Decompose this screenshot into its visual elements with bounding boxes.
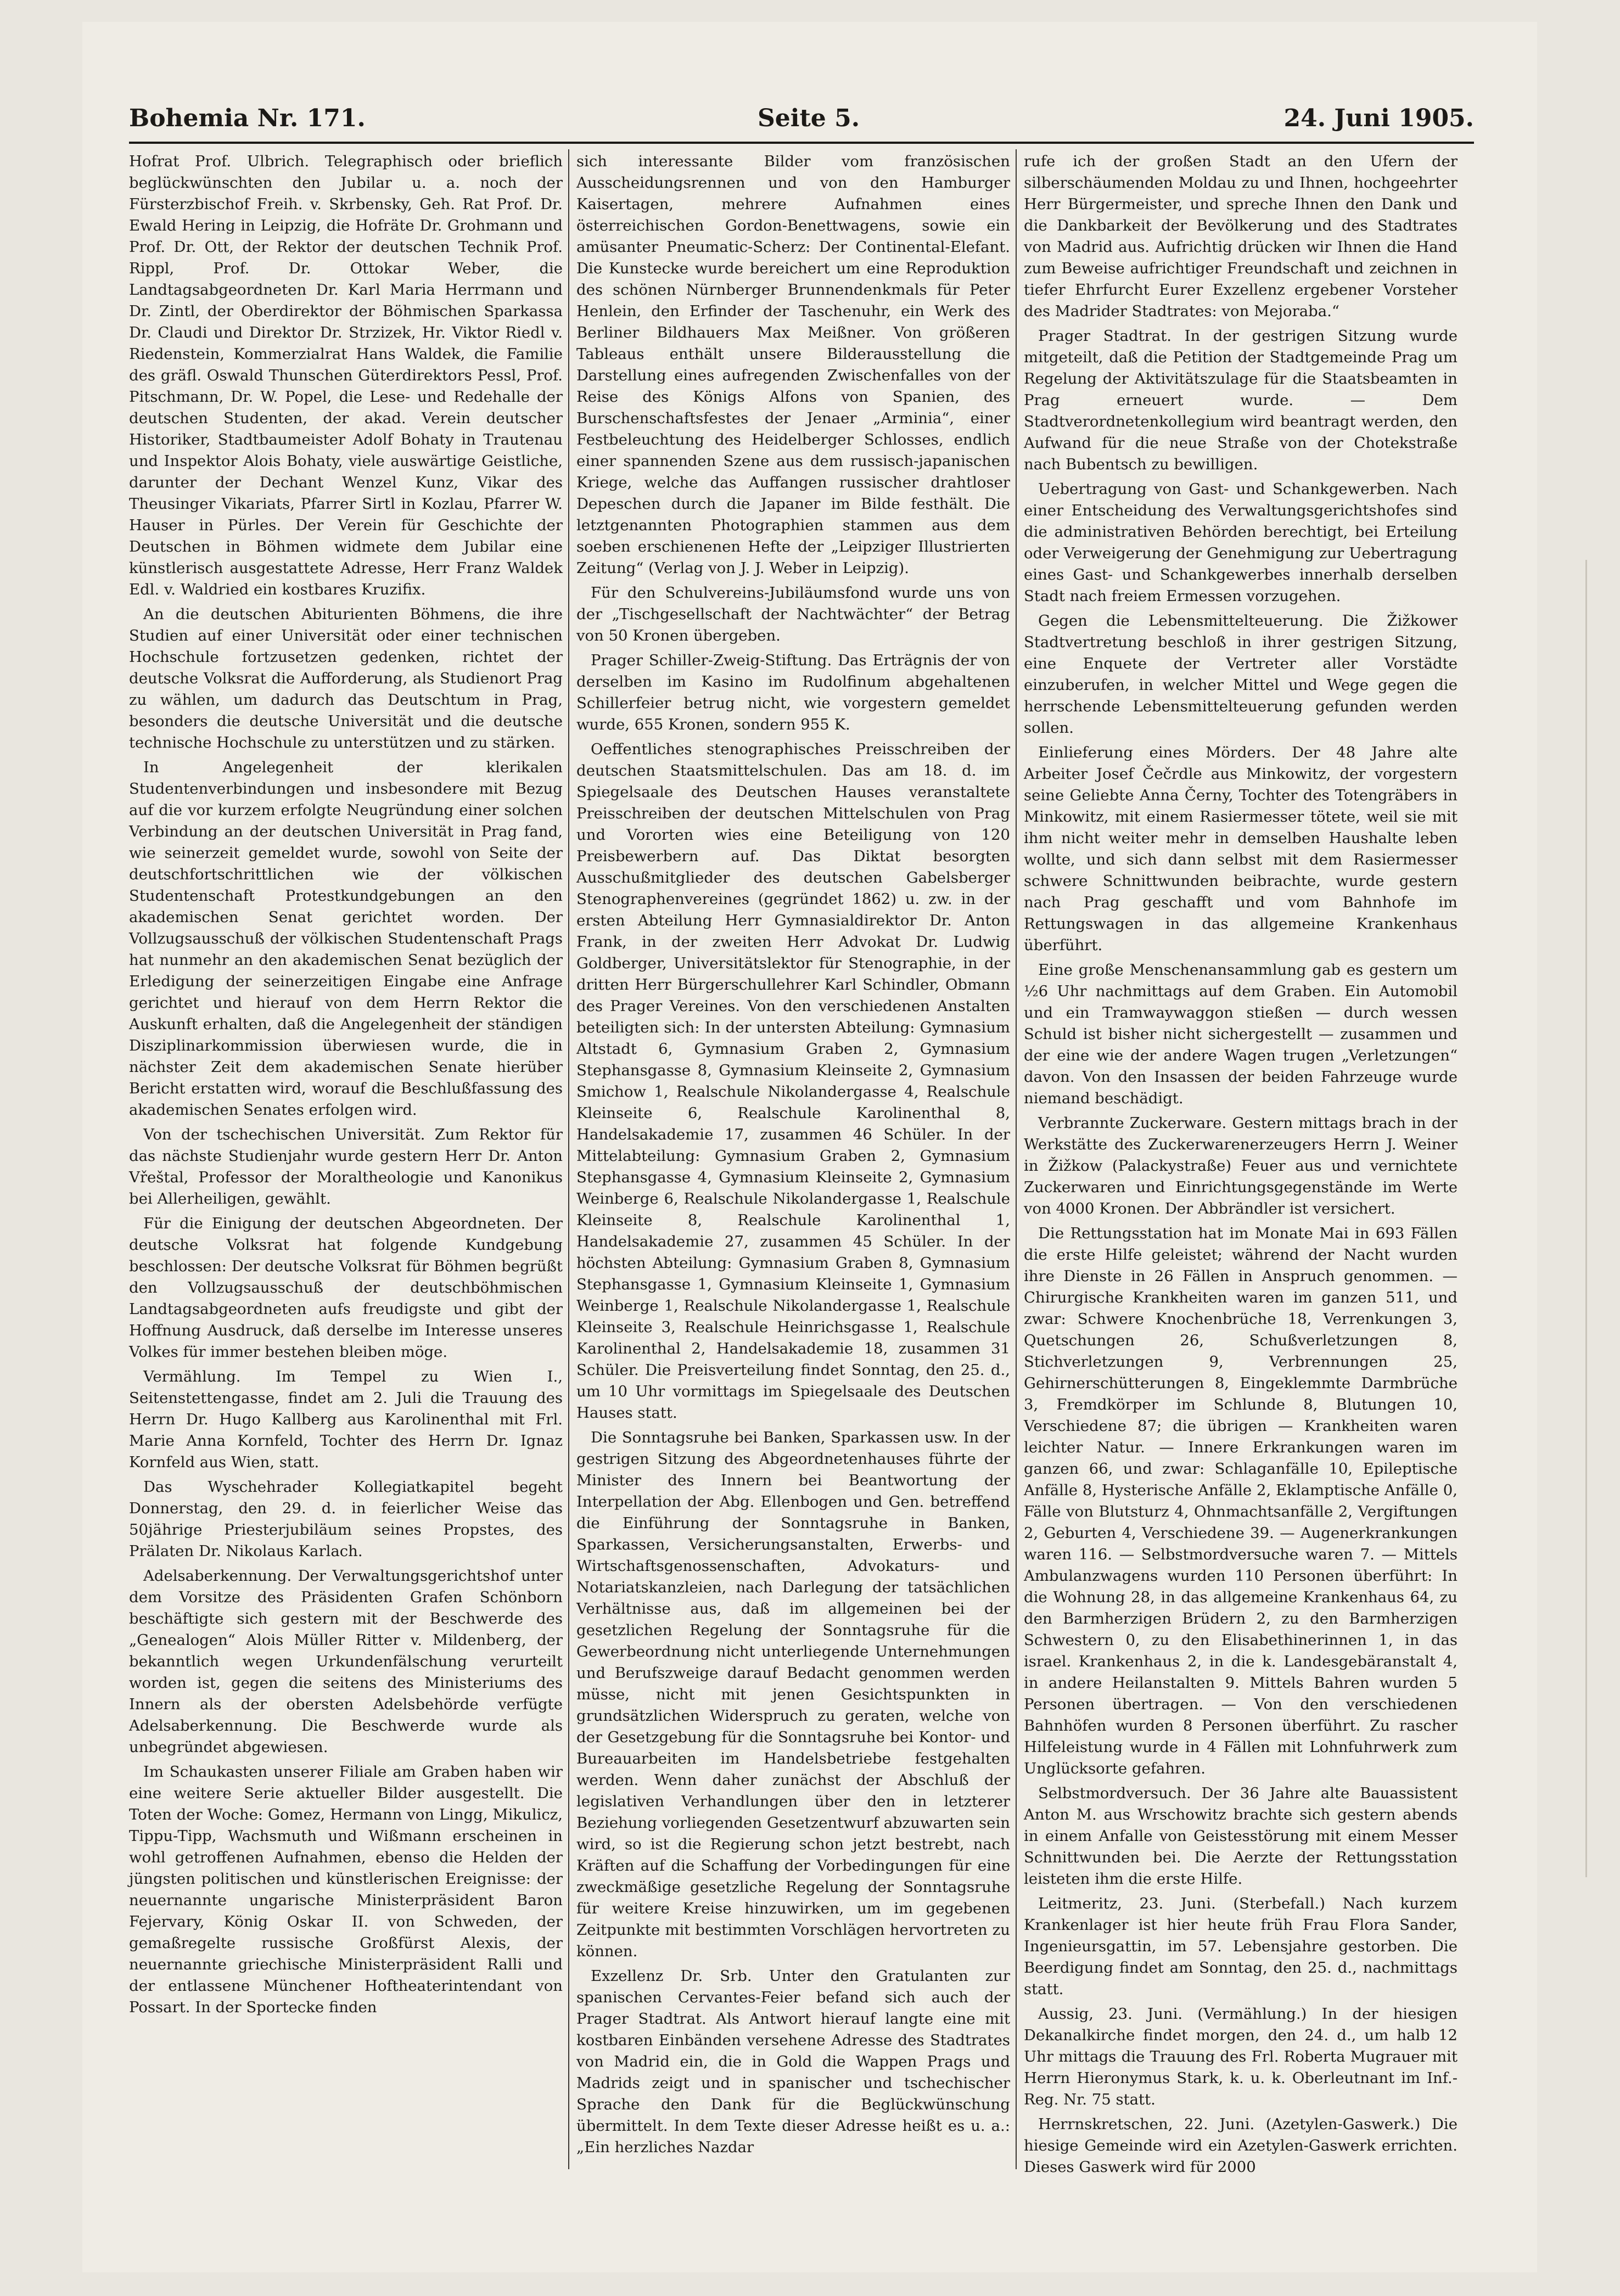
article-paragraph: sich interessante Bilder vom französischen Ausscheidungsrennen und von den Hamburger Kaisertagen, mehrere Aufnahmen eines österreichischen Gordon-Benettwagens, sowie ein amüsanter Pneumatic-Scherz: Der Continental-Elefant. Die Kunstecke wurde bereichert um eine Reproduktion des schönen Nürnberger Brunnendenkmals für Peter Henlein, den Erfinder der Taschenuhr, ein Werk des Berliner Bildhauers Max Meißner. Von größeren Tableaus enthält unsere Bilderausstellung die Darstellung eines aufregenden Zwischenfalles von der Reise des Königs Alfons von Spanien, des Burschenschaftsfestes der Jenaer „Arminia“, einer Festbeleuchtung des Heidelberger Schlosses, endlich einer spannenden Szene aus dem russisch-japanischen Kriege, welche das Auffangen russischer drahtloser Depeschen durch die Japaner im Bilde festhält. Die letztgenannten Photographien stammen aus dem soeben erschienenen Hefte der „Leipziger Illustrierten Zeitung“ (Verlag von J. J. Weber in Leipzig). (576, 153, 1010, 577)
article-paragraph: Die Sonntagsruhe bei Banken, Sparkassen usw. In der gestrigen Sitzung des Abgeordnetenhauses führte der Minister des Innern bei Beantwortung der Interpellation der Abg. Ellenbogen und Gen. betreffend die Einführung der Sonntagsruhe in Banken, Sparkassen, Versicherungsanstalten, Erwerbs- und Wirtschaftsgenossenschaften, Advokaturs- und Notariatskanzleien, nach Darlegung der tatsächlichen Verhältnisse aus, daß im allgemeinen bei der gesetzlichen Regelung der Sonntagsruhe für die Gewerbeordnung nicht unterliegende Unternehmungen und Berufszweige darauf Bedacht genommen werden müsse, nicht mit jenen Gesichtspunkten in grundsätzlichen Widerspruch zu geraten, welche von der Gesetzgebung für die Sonntagsruhe bei Kontor- und Bureauarbeiten im Handelsbetriebe festgehalten werden. Wenn daher zunächst der Abschluß der legislativen Verhandlungen über den in letzterer Beziehung vorliegenden Gesetzentwurf abzuwarten sein wird, so ist die Regierung schon jetzt bestrebt, nach Kräften auf die Schaffung der Vorbedingungen für eine zweckmäßige gesetzliche Regelung der Sonntagsruhe für weitere Kreise hinzuwirken, um im gegebenen Zeitpunkte mit bestimmten Vorschlägen hervortreten zu können. (576, 1429, 1010, 1960)
header-publication: Bohemia Nr. 171. (129, 104, 366, 132)
article-paragraph: Verbrannte Zuckerware. Gestern mittags brach in der Werkstätte des Zuckerwarenerzeugers Herrn J. Weiner in Žižkow (Palackystraße) Feuer aus und vernichtete Zuckerwaren und Einrichtungsgegenstände im Werte von 4000 Kronen. Der Abbrändler ist versichert. (1024, 1114, 1458, 1217)
article-paragraph: Herrnskretschen, 22. Juni. (Azetylen-Gaswerk.) Die hiesige Gemeinde wird ein Azetylen-Gaswerk errichten. Dieses Gaswerk wird für 2000 (1024, 2115, 1458, 2176)
article-paragraph: Oeffentliches stenographisches Preisschreiben der deutschen Staatsmittelschulen. Das am 18. d. im Spiegelsaale des Deutschen Hauses veranstaltete Preisschreiben der deutschen Mittelschulen von Prag und Vororten wies eine Beteiligung von 120 Preisbewerbern auf. Das Diktat besorgten Ausschußmitglieder des deutschen Gabelsberger Stenographenvereines (gegründet 1862) u. zw. in der ersten Abteilung Herr Gymnasialdirektor Dr. Anton Frank, in der zweiten Herr Advokat Dr. Ludwig Goldberger, Universitätslektor für Stenographie, in der dritten Herr Bürgerschullehrer Karl Schindler, Obmann des Prager Vereines. Von den verschiedenen Anstalten beteiligten sich: In der untersten Abteilung: Gymnasium Altstadt 6, Gymnasium Graben 2, Gymnasium Stephansgasse 8, Gymnasium Kleinseite 2, Gymnasium Smichow 1, Realschule Nikolandergasse 4, Realschule Kleinseite 6, Realschule Karolinenthal 8, Handelsakademie 17, zusammen 46 Schüler. In der Mittelabteilung: Gymnasium Graben 2, Gymnasium Stephansgasse 4, Gymnasium Kleinseite 2, Gymnasium Weinberge 6, Realschule Nikolandergasse 1, Realschule Kleinseite 8, Realschule Karolinenthal 1, Handelsakademie 27, zusammen 45 Schüler. In der höchsten Abteilung: Gymnasium Graben 8, Gymnasium Stephansgasse 1, Gymnasium Kleinseite 1, Gymnasium Weinberge 1, Realschule Nikolandergasse 1, Realschule Kleinseite 3, Realschule Heinrichsgasse 1, Realschule Karolinenthal 2, Handelsakademie 18, zusammen 31 Schüler. Die Preisverteilung findet Sonntag, den 25. d., um 10 Uhr vormittags im Spiegelsaale des Deutschen Hauses statt. (576, 740, 1010, 1422)
article-paragraph: Von der tschechischen Universität. Zum Rektor für das nächste Studienjahr wurde gestern Herr Dr. Anton Vřeštal, Professor der Moraltheologie und Kanonikus bei Allerheiligen, gewählt. (129, 1126, 563, 1208)
header-page-number: Seite 5. (758, 104, 860, 132)
article-paragraph: Uebertragung von Gast- und Schankgewerben. Nach einer Entscheidung des Verwaltungsgerichtshofes sind die administrativen Behörden berechtigt, bei Erteilung oder Verweigerung der Genehmigung zur Uebertragung eines Gast- und Schankgewerbes innerhalb derselben Stadt nach freiem Ermessen vorzugehen. (1024, 480, 1458, 605)
column-divider (568, 149, 569, 2169)
article-paragraph: Einlieferung eines Mörders. Der 48 Jahre alte Arbeiter Josef Čečrdle aus Minkowitz, der vorgestern seine Geliebte Anna Černy, Tochter des Totengräbers in Minkowitz, mit einem Rasiermesser tötete, weil sie mit ihm nicht weiter mehr in demselben Haushalte leben wollte, und sich dann selbst mit dem Rasiermesser schwere Schnittwunden beibrachte, wurde gestern nach Prag geschafft und vom Bahnhofe im Rettungswagen in das allgemeine Krankenhaus überführt. (1024, 744, 1458, 954)
column-divider (1016, 149, 1017, 2169)
article-paragraph: Selbstmordversuch. Der 36 Jahre alte Bauassistent Anton M. aus Wrschowitz brachte sich gestern abends in einem Anfalle von Geistesstörung mit einem Messer Schnittwunden bei. Die Aerzte der Rettungsstation leisteten ihm die erste Hilfe. (1024, 1784, 1458, 1888)
header-rule (129, 142, 1474, 144)
text-column-1 (129, 151, 563, 2165)
article-paragraph: Die Rettungsstation hat im Monate Mai in 693 Fällen die erste Hilfe geleistet; während der Nacht wurden ihre Dienste in 26 Fällen in Anspruch genommen. — Chirurgische Krankheiten waren im ganzen 511, und zwar: Schwere Knochenbrüche 18, Verrenkungen 3, Quetschungen 26, Schußverletzungen 8, Stichverletzungen 9, Verbrennungen 25, Gehirnerschütterungen 8, Eingeklemmte Darmbrüche 3, Fremdkörper im Schlunde 8, Blutungen 10, Verschiedene 87; die übrigen — Krankheiten waren leichter Natur. — Innere Erkrankungen waren im ganzen 66, und zwar: Schlaganfälle 10, Epileptische Anfälle 8, Hysterische Anfälle 2, Eklamptische Anfälle 0, Fälle von Blutsturz 4, Ohnmachtsanfälle 2, Vergiftungen 2, Geburten 4, Verschiedene 39. — Augenerkrankungen waren 116. — Selbstmordversuche waren 7. — Mittels Ambulanzwagens wurden 110 Personen überführt: In die Wohnung 28, in das allgemeine Krankenhaus 64, zu den Barmherzigen Brüdern 2, zu den Barmherzigen Schwestern 0, zu den Elisabethinerinnen 1, in das israel. Krankenhaus 2, in die k. Landesgebäranstalt 4, in andere Heilanstalten 9. Mittels Bahren wurden 5 Personen übertragen. — Von den verschiedenen Bahnhöfen wurden 8 Personen überführt. Zu rascher Hilfeleistung wurde in 4 Fällen mit Lohnfuhrwerk zum Unglücksorte gefahren. (1024, 1225, 1458, 1777)
article-paragraph: Das Wyschehrader Kollegiatkapitel begeht Donnerstag, den 29. d. in feierlicher Weise das 50jährige Priesterjubiläum seines Propstes, des Prälaten Dr. Nikolaus Karlach. (129, 1478, 563, 1560)
text-column-2 (576, 151, 1010, 2165)
article-paragraph: In Angelegenheit der klerikalen Studentenverbindungen und insbesondere mit Bezug auf die vor kurzem erfolgte Neugründung einer solchen Verbindung an der deutschen Universität in Prag fand, wie seinerzeit gemeldet wurde, sowohl von Seite der deutschfortschrittlichen wie der völkischen Studentenschaft Protestkundgebungen an den akademischen Senat gerichtet worden. Der Vollzugsausschuß der völkischen Studentenschaft Prags hat nunmehr an den akademischen Senat bezüglich der Erledigung der seinerzeitigen Eingabe eine Anfrage gerichtet und hierauf von dem Herrn Rektor die Auskunft erhalten, daß die Angelegenheit der ständigen Disziplinarkommission überwiesen wurde, die in nächster Zeit dem akademischen Senate hierüber Bericht erstatten wird, worauf die Beschlußfassung des akademischen Senates erfolgen wird. (129, 759, 563, 1119)
article-paragraph: Hofrat Prof. Ulbrich. Telegraphisch oder brieflich beglückwünschten den Jubilar u. a. noch der Fürsterzbischof Freih. v. Skrbensky, Geh. Rat Prof. Dr. Ewald Hering in Leipzig, die Hofräte Dr. Grohmann und Prof. Dr. Ott, der Rektor der deutschen Technik Prof. Rippl, Prof. Dr. Ottokar Weber, die Landtagsabgeordneten Dr. Karl Maria Herrmann und Dr. Zintl, der Oberdirektor der Böhmischen Sparkassa Dr. Claudi und Direktor Dr. Strzizek, Hr. Viktor Riedl v. Riedenstein, Kommerzialrat Hans Waldek, die Familie des gräfl. Oswald Thunschen Güterdirektors Pessl, Prof. Pitschmann, Dr. W. Popel, die Lese- und Redehalle der deutschen Studenten, der akad. Verein deutscher Historiker, Stadtbaumeister Adolf Bohaty in Trautenau und Inspektor Alois Bohaty, viele auswärtige Geistliche, darunter der Dechant Wenzel Kunz, Vikar des Theusinger Vikariats, Pfarrer Sirtl in Kozlau, Pfarrer W. Hauser in Pürles. Der Verein für Geschichte der Deutschen in Böhmen widmete dem Jubilar eine künstlerisch ausgestattete Adresse, Herr Franz Waldek Edl. v. Waldried ein kostbares Kruzifix. (129, 153, 563, 598)
article-paragraph: Leitmeritz, 23. Juni. (Sterbefall.) Nach kurzem Krankenlager ist hier heute früh Frau Flora Sander, Ingenieursgattin, im 57. Lebensjahre gestorben. Die Beerdigung findet am Sonntag, den 25. d., nachmittags statt. (1024, 1895, 1458, 1998)
text-column-3 (1024, 151, 1458, 2176)
article-paragraph: Vermählung. Im Tempel zu Wien I., Seitenstettengasse, findet am 2. Juli die Trauung des Herrn Dr. Hugo Kallberg aus Karolinenthal mit Frl. Marie Anna Kornfeld, Tochter des Herrn Dr. Ignaz Kornfeld aus Wien, statt. (129, 1368, 563, 1471)
article-paragraph: Exzellenz Dr. Srb. Unter den Gratulanten zur spanischen Cervantes-Feier befand sich auch der Prager Stadtrat. Als Antwort hierauf langte eine mit kostbaren Einbänden versehene Adresse des Stadtrates von Madrid ein, die in Gold die Wappen Prags und Madrids zeigt und in spanischer und tschechischer Sprache den Dank für die Beglückwünschung übermittelt. In dem Texte dieser Adresse heißt es u. a.: „Ein herzliches Nazdar (576, 1967, 1010, 2156)
article-paragraph: Für den Schulvereins-Jubiläumsfond wurde uns von der „Tischgesellschaft der Nachtwächter“ der Betrag von 50 Kronen übergeben. (576, 584, 1010, 644)
binding-edge (1580, 560, 1587, 1877)
article-paragraph: Adelsaberkennung. Der Verwaltungsgerichtshof unter dem Vorsitze des Präsidenten Grafen Schönborn beschäftigte sich gestern mit der Beschwerde des „Genealogen“ Alois Müller Ritter v. Mildenberg, der bekanntlich wegen Urkundenfälschung verurteilt worden ist, gegen die seitens des Ministeriums des Innern als der obersten Adelsbehörde verfügte Adelsaberkennung. Die Beschwerde wurde als unbegründet abgewiesen. (129, 1567, 563, 1756)
article-paragraph: Prager Stadtrat. In der gestrigen Sitzung wurde mitgeteilt, daß die Petition der Stadtgemeinde Prag um Regelung der Aktivitätszulage für die Staatsbeamten in Prag erneuert wurde. — Dem Stadtverordnetenkollegium wird beantragt werden, den Aufwand für die neue Straße von der Chotekstraße nach Bubentsch zu bewilligen. (1024, 327, 1458, 473)
article-paragraph: rufe ich der großen Stadt an den Ufern der silberschäumenden Moldau zu und Ihnen, hochgeehrter Herr Bürgermeister, und spreche Ihnen den Dank und die Dankbarkeit der Bevölkerung und des Stadtrates von Madrid aus. Aufrichtig drücken wir Ihnen die Hand zum Beweise aufrichtiger Freundschaft und zeichnen in tiefer Ehrfurcht Eurer Exzellenz ergebener Vorsteher des Madrider Stadtrates: von Mejoraba.“ (1024, 153, 1458, 320)
header-date: 24. Juni 1905. (1283, 104, 1474, 132)
article-paragraph: Prager Schiller-Zweig-Stiftung. Das Erträgnis der von derselben im Kasino im Rudolfinum abgehaltenen Schillerfeier betrug nicht, wie vorgestern gemeldet wurde, 655 Kronen, sondern 955 K. (576, 652, 1010, 733)
article-paragraph: An die deutschen Abiturienten Böhmens, die ihre Studien auf einer Universität oder einer technischen Hochschule fortzusetzen gedenken, richtet der deutsche Volksrat die Aufforderung, als Studienort Prag zu wählen, um dadurch das Deutschtum in Prag, besonders die deutsche Universität und die deutsche technische Hochschule zu unterstützen und zu stärken. (129, 605, 563, 751)
article-paragraph: Eine große Menschenansammlung gab es gestern um ½6 Uhr nachmittags auf dem Graben. Ein Automobil und ein Tramwaywaggon stießen — durch wessen Schuld ist bisher nicht sichergestellt — zusammen und der eine wie der andere Wagen trugen „Verletzungen“ davon. Von den Insassen der beiden Fahrzeuge wurde niemand beschädigt. (1024, 961, 1458, 1107)
article-paragraph: Gegen die Lebensmittelteuerung. Die Žižkower Stadtvertretung beschloß in ihrer gestrigen Sitzung, eine Enquete der Vertreter aller Vorstädte einzuberufen, in welcher Mittel und Wege gegen die herrschende Lebensmittelteuerung gefunden werden sollen. (1024, 612, 1458, 737)
article-paragraph: Aussig, 23. Juni. (Vermählung.) In der hiesigen Dekanalkirche findet morgen, den 24. d., um halb 12 Uhr mittags die Trauung des Frl. Roberta Mugrauer mit Herrn Hieronymus Stark, k. u. k. Oberleutnant im Inf.-Reg. Nr. 75 statt. (1024, 2005, 1458, 2108)
article-paragraph: Für die Einigung der deutschen Abgeordneten. Der deutsche Volksrat hat folgende Kundgebung beschlossen: Der deutsche Volksrat für Böhmen begrüßt den Vollzugsausschuß der deutschböhmischen Landtagsabgeordneten aufs freudigste und gibt der Hoffnung Ausdruck, daß derselbe im Interesse unseres Volkes für immer bestehen bleiben möge. (129, 1215, 563, 1361)
article-paragraph: Im Schaukasten unserer Filiale am Graben haben wir eine weitere Serie aktueller Bilder ausgestellt. Die Toten der Woche: Gomez, Hermann von Lingg, Mikulicz, Tippu-Tipp, Wachsmuth und Wißmann erscheinen in wohl getroffenen Aufnahmen, ebenso die Helden der jüngsten politischen und künstlerischen Ereignisse: der neuernannte ungarische Ministerpräsident Baron Fejervary, König Oskar II. von Schweden, der gemaßregelte russische Großfürst Alexis, der neuernannte griechische Ministerpräsident Ralli und der entlassene Münchener Hoftheaterintendant von Possart. In der Sportecke finden (129, 1763, 563, 2016)
